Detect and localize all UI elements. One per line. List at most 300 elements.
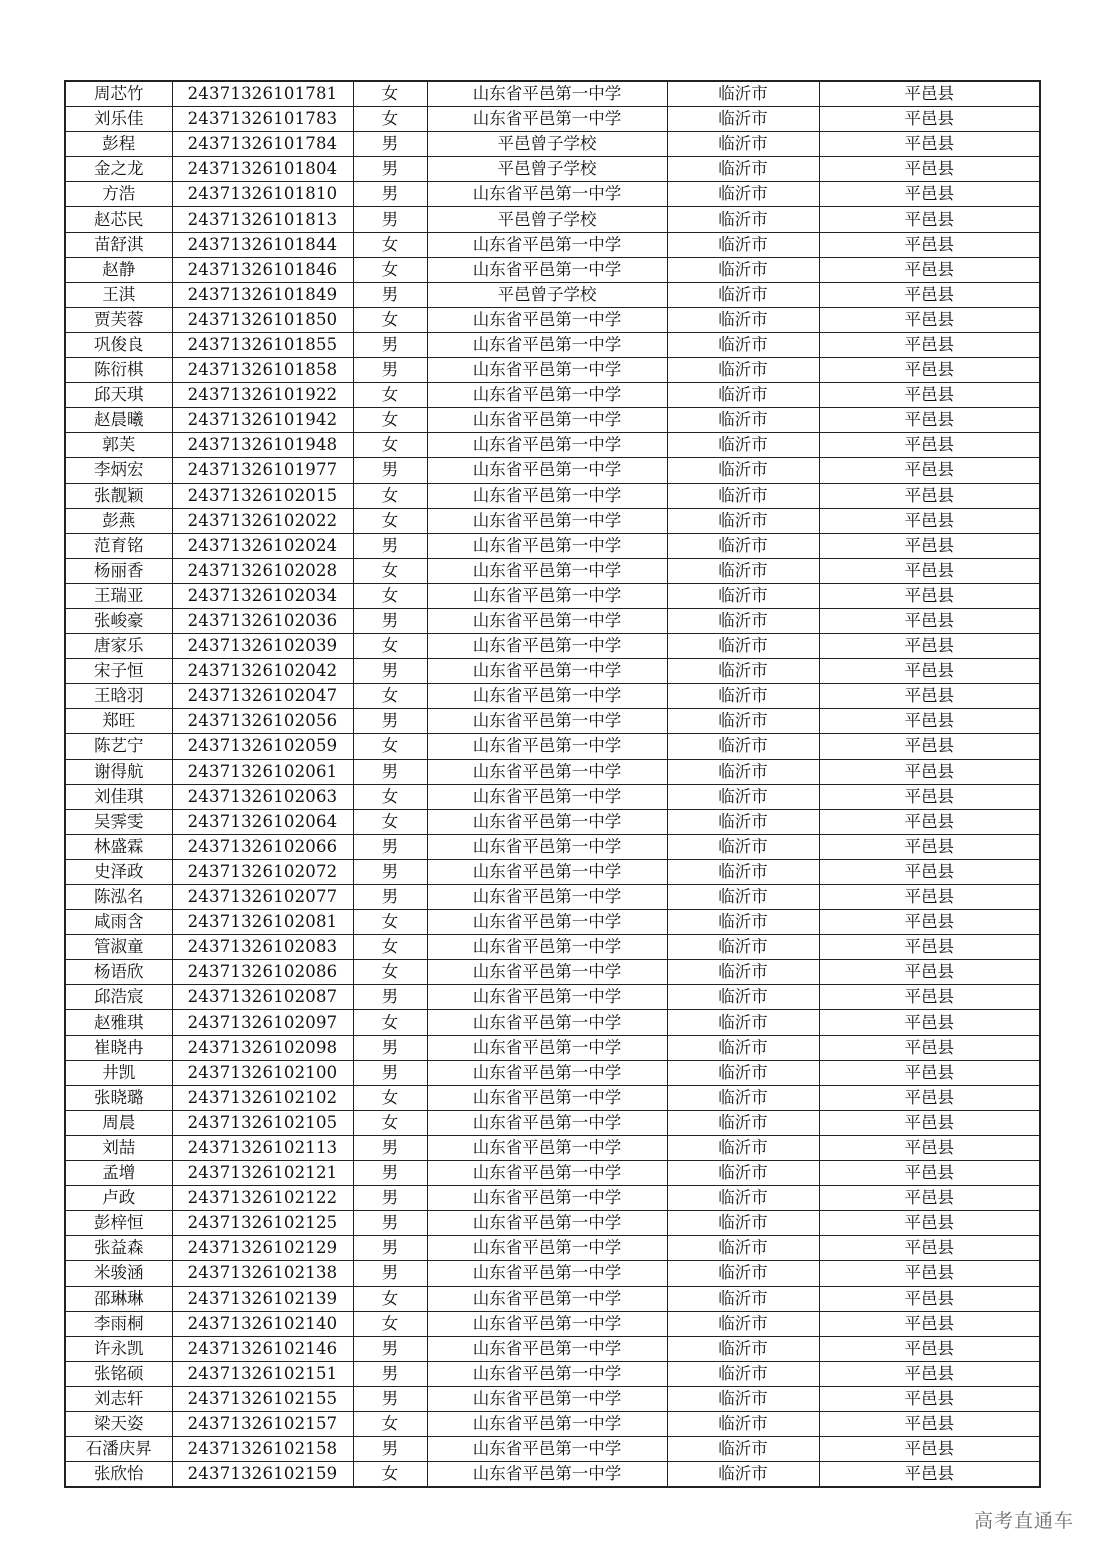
school-cell: 山东省平邑第一中学 [427,809,667,834]
gender-cell: 女 [353,257,427,282]
exam-id-cell: 24371326102121 [172,1161,353,1186]
exam-id-cell: 24371326102015 [172,483,353,508]
student-name-cell: 刘乐佳 [65,107,172,132]
student-name-cell: 范育铭 [65,533,172,558]
table-row [65,332,1040,357]
student-name-cell: 赵雅琪 [65,1010,172,1035]
student-name-cell: 卢政 [65,1186,172,1211]
gender-cell: 男 [353,608,427,633]
table-row [65,483,1040,508]
table-row [65,809,1040,834]
gender-cell: 女 [353,935,427,960]
table-row [65,558,1040,583]
student-name-cell: 杨丽香 [65,558,172,583]
county-cell: 平邑县 [819,784,1040,809]
gender-cell: 男 [353,759,427,784]
county-cell: 平邑县 [819,182,1040,207]
county-cell: 平邑县 [819,1437,1040,1462]
school-cell: 山东省平邑第一中学 [427,1261,667,1286]
exam-id-cell: 24371326102064 [172,809,353,834]
county-cell: 平邑县 [819,1161,1040,1186]
gender-cell: 男 [353,1386,427,1411]
city-cell: 临沂市 [667,508,819,533]
county-cell: 平邑县 [819,1010,1040,1035]
table-row [65,910,1040,935]
gender-cell: 女 [353,1411,427,1436]
city-cell: 临沂市 [667,1110,819,1135]
exam-id-cell: 24371326102097 [172,1010,353,1035]
county-cell: 平邑县 [819,1462,1040,1488]
county-cell: 平邑县 [819,1261,1040,1286]
county-cell: 平邑县 [819,1411,1040,1436]
student-name-cell: 刘喆 [65,1135,172,1160]
county-cell: 平邑县 [819,608,1040,633]
county-cell: 平邑县 [819,383,1040,408]
table-row [65,960,1040,985]
student-name-cell: 王瑞亚 [65,583,172,608]
city-cell: 临沂市 [667,1035,819,1060]
exam-id-cell: 24371326101942 [172,408,353,433]
city-cell: 临沂市 [667,81,819,107]
exam-id-cell: 24371326102105 [172,1110,353,1135]
exam-id-cell: 24371326102059 [172,734,353,759]
county-cell: 平邑县 [819,1060,1040,1085]
school-cell: 山东省平邑第一中学 [427,784,667,809]
student-name-cell: 郭芙 [65,433,172,458]
exam-id-cell: 24371326101858 [172,358,353,383]
school-cell: 山东省平邑第一中学 [427,458,667,483]
gender-cell: 女 [353,784,427,809]
student-name-cell: 米骏涵 [65,1261,172,1286]
student-name-cell: 张益森 [65,1236,172,1261]
exam-id-cell: 24371326102063 [172,784,353,809]
city-cell: 临沂市 [667,1386,819,1411]
school-cell: 山东省平邑第一中学 [427,307,667,332]
table-row [65,1286,1040,1311]
gender-cell: 男 [353,1336,427,1361]
city-cell: 临沂市 [667,383,819,408]
city-cell: 临沂市 [667,182,819,207]
table-row [65,81,1040,107]
gender-cell: 女 [353,684,427,709]
gender-cell: 男 [353,1186,427,1211]
exam-id-cell: 24371326102102 [172,1085,353,1110]
table-row [65,383,1040,408]
gender-cell: 男 [353,332,427,357]
exam-id-cell: 24371326102098 [172,1035,353,1060]
county-cell: 平邑县 [819,332,1040,357]
table-row [65,885,1040,910]
county-cell: 平邑县 [819,659,1040,684]
exam-id-cell: 24371326101849 [172,282,353,307]
county-cell: 平邑县 [819,1311,1040,1336]
county-cell: 平邑县 [819,81,1040,107]
table-row [65,282,1040,307]
exam-id-cell: 24371326102072 [172,859,353,884]
county-cell: 平邑县 [819,684,1040,709]
gender-cell: 男 [353,358,427,383]
table-row [65,684,1040,709]
school-cell: 山东省平邑第一中学 [427,734,667,759]
gender-cell: 男 [353,1236,427,1261]
school-cell: 山东省平邑第一中学 [427,332,667,357]
school-cell: 山东省平邑第一中学 [427,1462,667,1488]
school-cell: 山东省平邑第一中学 [427,1437,667,1462]
city-cell: 临沂市 [667,458,819,483]
school-cell: 平邑曾子学校 [427,207,667,232]
school-cell: 山东省平邑第一中学 [427,910,667,935]
exam-id-cell: 24371326102140 [172,1311,353,1336]
county-cell: 平邑县 [819,960,1040,985]
exam-id-cell: 24371326102047 [172,684,353,709]
exam-id-cell: 24371326102083 [172,935,353,960]
exam-id-cell: 24371326102113 [172,1135,353,1160]
city-cell: 临沂市 [667,1211,819,1236]
city-cell: 临沂市 [667,282,819,307]
county-cell: 平邑县 [819,1085,1040,1110]
city-cell: 临沂市 [667,1437,819,1462]
exam-id-cell: 24371326102039 [172,634,353,659]
student-name-cell: 邵琳琳 [65,1286,172,1311]
school-cell: 山东省平邑第一中学 [427,1186,667,1211]
city-cell: 临沂市 [667,332,819,357]
gender-cell: 男 [353,834,427,859]
table-row [65,985,1040,1010]
student-name-cell: 石潘庆昇 [65,1437,172,1462]
table-row [65,734,1040,759]
table-row [65,1261,1040,1286]
gender-cell: 男 [353,533,427,558]
exam-id-cell: 24371326102024 [172,533,353,558]
school-cell: 山东省平邑第一中学 [427,1060,667,1085]
table-row [65,834,1040,859]
table-row [65,1236,1040,1261]
gender-cell: 女 [353,1010,427,1035]
student-name-cell: 管淑童 [65,935,172,960]
school-cell: 山东省平邑第一中学 [427,1286,667,1311]
gender-cell: 女 [353,583,427,608]
exam-id-cell: 24371326101783 [172,107,353,132]
county-cell: 平邑县 [819,885,1040,910]
student-name-cell: 杨语欣 [65,960,172,985]
city-cell: 临沂市 [667,1361,819,1386]
table-row [65,157,1040,182]
exam-id-cell: 24371326102042 [172,659,353,684]
student-name-cell: 张欣怡 [65,1462,172,1488]
gender-cell: 男 [353,157,427,182]
school-cell: 山东省平邑第一中学 [427,508,667,533]
county-cell: 平邑县 [819,985,1040,1010]
city-cell: 临沂市 [667,232,819,257]
city-cell: 临沂市 [667,583,819,608]
table-row [65,935,1040,960]
gender-cell: 男 [353,182,427,207]
gender-cell: 男 [353,709,427,734]
exam-id-cell: 24371326102129 [172,1236,353,1261]
exam-id-cell: 24371326102155 [172,1386,353,1411]
city-cell: 临沂市 [667,483,819,508]
county-cell: 平邑县 [819,1361,1040,1386]
table-row [65,659,1040,684]
gender-cell: 女 [353,634,427,659]
city-cell: 临沂市 [667,859,819,884]
student-name-cell: 张靓颖 [65,483,172,508]
county-cell: 平邑县 [819,734,1040,759]
table-row [65,1161,1040,1186]
city-cell: 临沂市 [667,734,819,759]
exam-id-cell: 24371326102122 [172,1186,353,1211]
city-cell: 临沂市 [667,307,819,332]
county-cell: 平邑县 [819,1336,1040,1361]
gender-cell: 男 [353,207,427,232]
exam-id-cell: 24371326101781 [172,81,353,107]
school-cell: 山东省平邑第一中学 [427,383,667,408]
school-cell: 山东省平邑第一中学 [427,583,667,608]
county-cell: 平邑县 [819,207,1040,232]
exam-id-cell: 24371326101850 [172,307,353,332]
exam-id-cell: 24371326101804 [172,157,353,182]
table-row [65,1437,1040,1462]
city-cell: 临沂市 [667,1286,819,1311]
roster-body [65,81,1040,1487]
city-cell: 临沂市 [667,1010,819,1035]
student-name-cell: 方浩 [65,182,172,207]
gender-cell: 女 [353,107,427,132]
gender-cell: 女 [353,558,427,583]
gender-cell: 女 [353,1462,427,1488]
city-cell: 临沂市 [667,1060,819,1085]
school-cell: 山东省平邑第一中学 [427,257,667,282]
table-row [65,182,1040,207]
table-row [65,1085,1040,1110]
exam-id-cell: 24371326101977 [172,458,353,483]
gender-cell: 女 [353,809,427,834]
gender-cell: 女 [353,433,427,458]
student-name-cell: 唐家乐 [65,634,172,659]
gender-cell: 男 [353,1060,427,1085]
table-row [65,1035,1040,1060]
table-row [65,1386,1040,1411]
city-cell: 临沂市 [667,1236,819,1261]
gender-cell: 男 [353,885,427,910]
county-cell: 平邑县 [819,910,1040,935]
school-cell: 山东省平邑第一中学 [427,182,667,207]
county-cell: 平邑县 [819,834,1040,859]
student-name-cell: 张铭硕 [65,1361,172,1386]
student-name-cell: 梁天姿 [65,1411,172,1436]
school-cell: 山东省平邑第一中学 [427,985,667,1010]
student-name-cell: 谢得航 [65,759,172,784]
city-cell: 临沂市 [667,1261,819,1286]
city-cell: 临沂市 [667,985,819,1010]
county-cell: 平邑县 [819,157,1040,182]
gender-cell: 男 [353,1437,427,1462]
table-row [65,859,1040,884]
city-cell: 临沂市 [667,935,819,960]
gender-cell: 女 [353,910,427,935]
school-cell: 平邑曾子学校 [427,157,667,182]
student-name-cell: 贾芙蓉 [65,307,172,332]
county-cell: 平邑县 [819,1135,1040,1160]
exam-id-cell: 24371326102157 [172,1411,353,1436]
gender-cell: 女 [353,1311,427,1336]
student-name-cell: 陈衍棋 [65,358,172,383]
county-cell: 平邑县 [819,107,1040,132]
county-cell: 平邑县 [819,257,1040,282]
school-cell: 山东省平邑第一中学 [427,1236,667,1261]
exam-id-cell: 24371326102036 [172,608,353,633]
school-cell: 山东省平邑第一中学 [427,1110,667,1135]
student-name-cell: 刘佳琪 [65,784,172,809]
table-row [65,408,1040,433]
exam-id-cell: 24371326102022 [172,508,353,533]
student-name-cell: 周芯竹 [65,81,172,107]
gender-cell: 男 [353,1035,427,1060]
county-cell: 平邑县 [819,1286,1040,1311]
school-cell: 山东省平邑第一中学 [427,558,667,583]
county-cell: 平邑县 [819,634,1040,659]
gender-cell: 男 [353,282,427,307]
school-cell: 山东省平邑第一中学 [427,759,667,784]
student-name-cell: 张晓璐 [65,1085,172,1110]
gender-cell: 女 [353,1286,427,1311]
student-name-cell: 赵芯民 [65,207,172,232]
school-cell: 山东省平邑第一中学 [427,608,667,633]
source-watermark: 高考直通车 [973,1510,1074,1532]
student-roster-table [64,80,1041,1488]
student-name-cell: 郑旺 [65,709,172,734]
school-cell: 山东省平邑第一中学 [427,1035,667,1060]
gender-cell: 女 [353,307,427,332]
city-cell: 临沂市 [667,257,819,282]
school-cell: 山东省平邑第一中学 [427,1386,667,1411]
city-cell: 临沂市 [667,809,819,834]
school-cell: 山东省平邑第一中学 [427,709,667,734]
county-cell: 平邑县 [819,282,1040,307]
gender-cell: 女 [353,483,427,508]
table-row [65,583,1040,608]
table-row [65,232,1040,257]
table-row [65,207,1040,232]
school-cell: 山东省平邑第一中学 [427,1135,667,1160]
county-cell: 平邑县 [819,433,1040,458]
school-cell: 山东省平邑第一中学 [427,960,667,985]
county-cell: 平邑县 [819,408,1040,433]
student-name-cell: 陈艺宁 [65,734,172,759]
table-row [65,759,1040,784]
student-name-cell: 苗舒淇 [65,232,172,257]
city-cell: 临沂市 [667,1462,819,1488]
city-cell: 临沂市 [667,1336,819,1361]
gender-cell: 男 [353,132,427,157]
table-row [65,1361,1040,1386]
school-cell: 山东省平邑第一中学 [427,232,667,257]
table-row [65,533,1040,558]
gender-cell: 男 [353,1261,427,1286]
city-cell: 临沂市 [667,784,819,809]
student-name-cell: 许永凯 [65,1336,172,1361]
table-row [65,1135,1040,1160]
school-cell: 山东省平邑第一中学 [427,935,667,960]
student-name-cell: 宋子恒 [65,659,172,684]
city-cell: 临沂市 [667,207,819,232]
city-cell: 临沂市 [667,834,819,859]
county-cell: 平邑县 [819,809,1040,834]
school-cell: 平邑曾子学校 [427,282,667,307]
student-name-cell: 金之龙 [65,157,172,182]
gender-cell: 男 [353,1361,427,1386]
exam-id-cell: 24371326102066 [172,834,353,859]
student-name-cell: 王晗羽 [65,684,172,709]
exam-id-cell: 24371326102100 [172,1060,353,1085]
school-cell: 山东省平邑第一中学 [427,885,667,910]
table-row [65,358,1040,383]
student-name-cell: 张峻豪 [65,608,172,633]
exam-id-cell: 24371326101948 [172,433,353,458]
table-row [65,1186,1040,1211]
school-cell: 山东省平邑第一中学 [427,1336,667,1361]
exam-id-cell: 24371326102159 [172,1462,353,1488]
county-cell: 平邑县 [819,232,1040,257]
city-cell: 临沂市 [667,634,819,659]
city-cell: 临沂市 [667,960,819,985]
table-row [65,257,1040,282]
gender-cell: 女 [353,1110,427,1135]
student-name-cell: 井凯 [65,1060,172,1085]
county-cell: 平邑县 [819,307,1040,332]
roster-sheet [64,80,1039,1488]
county-cell: 平邑县 [819,759,1040,784]
city-cell: 临沂市 [667,107,819,132]
city-cell: 临沂市 [667,1135,819,1160]
gender-cell: 男 [353,1211,427,1236]
school-cell: 山东省平邑第一中学 [427,433,667,458]
city-cell: 临沂市 [667,157,819,182]
exam-id-cell: 24371326102146 [172,1336,353,1361]
student-name-cell: 刘志轩 [65,1386,172,1411]
county-cell: 平邑县 [819,859,1040,884]
exam-id-cell: 24371326102158 [172,1437,353,1462]
county-cell: 平邑县 [819,935,1040,960]
school-cell: 山东省平邑第一中学 [427,1010,667,1035]
table-row [65,1211,1040,1236]
city-cell: 临沂市 [667,1085,819,1110]
exam-id-cell: 24371326101813 [172,207,353,232]
table-row [65,784,1040,809]
table-row [65,1010,1040,1035]
table-row [65,1110,1040,1135]
table-row [65,508,1040,533]
school-cell: 平邑曾子学校 [427,132,667,157]
county-cell: 平邑县 [819,1386,1040,1411]
school-cell: 山东省平邑第一中学 [427,1161,667,1186]
city-cell: 临沂市 [667,759,819,784]
gender-cell: 女 [353,508,427,533]
city-cell: 临沂市 [667,684,819,709]
exam-id-cell: 24371326102087 [172,985,353,1010]
city-cell: 临沂市 [667,433,819,458]
school-cell: 山东省平邑第一中学 [427,107,667,132]
gender-cell: 女 [353,960,427,985]
student-name-cell: 陈泓名 [65,885,172,910]
exam-id-cell: 24371326102151 [172,1361,353,1386]
table-row [65,107,1040,132]
exam-id-cell: 24371326102125 [172,1211,353,1236]
gender-cell: 男 [353,1161,427,1186]
county-cell: 平邑县 [819,508,1040,533]
exam-id-cell: 24371326102056 [172,709,353,734]
county-cell: 平邑县 [819,1211,1040,1236]
